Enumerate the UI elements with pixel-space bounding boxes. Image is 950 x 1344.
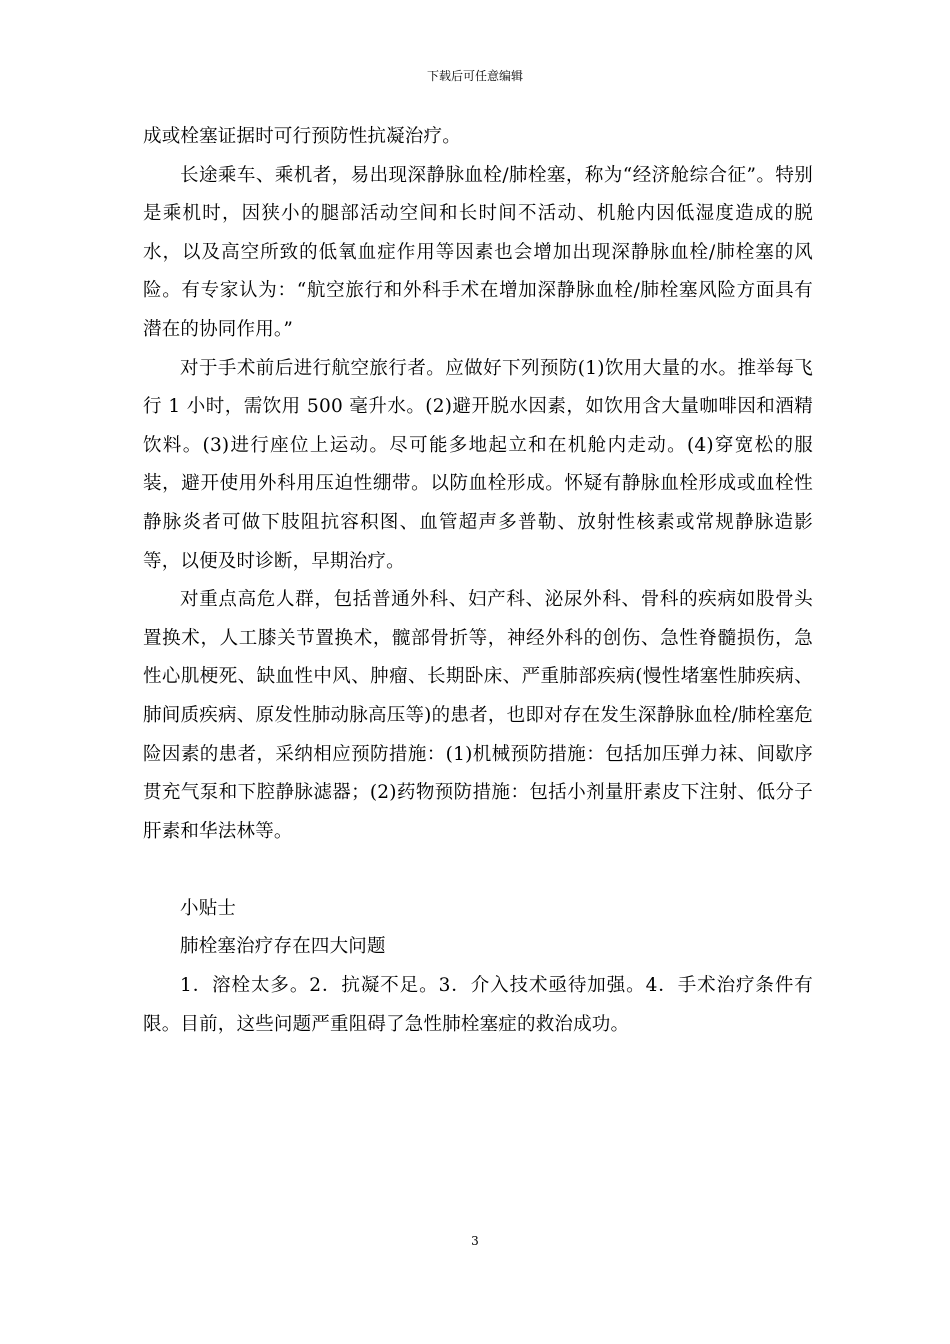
tips-subheading: 肺栓塞治疗存在四大问题 bbox=[180, 936, 386, 958]
blank-line bbox=[143, 851, 813, 890]
page-number: 3 bbox=[471, 1234, 479, 1248]
paragraph-air-travel-prevention: 对于手术前后进行航空旅行者。应做好下列预防(1)饮用大量的水。推举每飞行 1 小时，需饮用 500 毫升水。(2)避开脱水因素，如饮用含大量咖啡因和酒精饮料。(3)进行座位上运动。尽可能多地起立和在机舱内走动。(4)穿宽松的服装，避开使用外科用压迫性绷带。以防血栓形成。怀疑有静脉血栓形成或血栓性静脉炎者可做下肢阻抗容积图、血管超声多普勒、放射性核素或常规静脉造影等，以便及时诊断，早期治疗。 bbox=[143, 357, 813, 572]
tips-content: 1．溶栓太多。2．抗凝不足。3．介入技术亟待加强。4．手术治疗条件有限。目前，这些问题严重阻碍了急性肺栓塞症的救治成功。 bbox=[143, 975, 813, 1035]
document-body bbox=[143, 118, 813, 1044]
paragraph-continuation: 成或栓塞证据时可行预防性抗凝治疗。 bbox=[143, 126, 461, 147]
paragraph-high-risk-groups: 对重点高危人群，包括普通外科、妇产科、泌尿外科、骨科的疾病如股骨头置换术，人工膝关节置换术，髋部骨折等，神经外科的创伤、急性脊髓损伤，急性心肌梗死、缺血性中风、肿瘤、长期卧床、严重肺部疾病(慢性堵塞性肺疾病、肺间质疾病、原发性肺动脉高压等)的患者，也即对存在发生深静脉血栓/肺栓塞危险因素的患者，采纳相应预防措施：(1)机械预防措施：包括加压弹力袜、间歇序贯充气泵和下腔静脉滤器；(2)药物预防措施：包括小剂量肝素皮下注射、低分子肝素和华法林等。 bbox=[143, 589, 813, 842]
page-header: 下载后可任意编辑 bbox=[426, 69, 523, 83]
paragraph-economy-class-syndrome: 长途乘车、乘机者，易出现深静脉血栓/肺栓塞，称为“经济舱综合征”。特别是乘机时，因狭小的腿部活动空间和长时间不活动、机舱内因低湿度造成的脱水，以及高空所致的低氧血症作用等因素也会增加出现深静脉血栓/肺栓塞的风险。有专家认为：“航空旅行和外科手术在增加深静脉血栓/肺栓塞风险方面具有潜在的协同作用。” bbox=[143, 164, 813, 340]
tips-heading: 小贴士 bbox=[180, 897, 237, 919]
